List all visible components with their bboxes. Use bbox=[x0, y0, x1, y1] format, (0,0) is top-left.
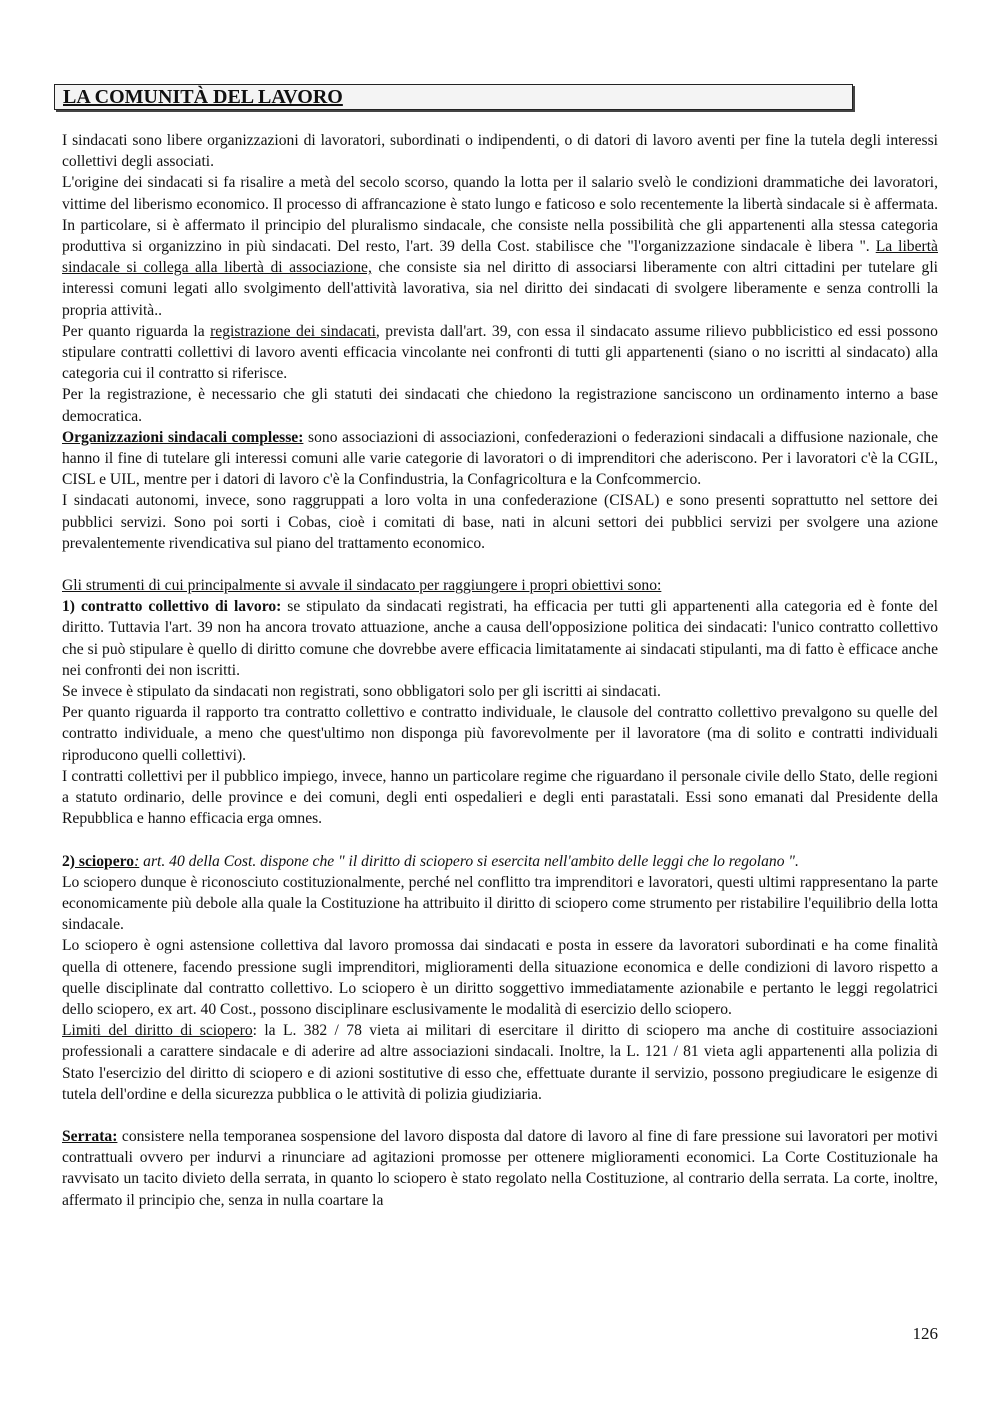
section-label: sciopero bbox=[75, 852, 135, 870]
paragraph-strike-heading: 2) sciopero: art. 40 della Cost. dispone che " il diritto di sciopero si esercita nell'ambito delle leggi che lo regolano ". bbox=[62, 852, 799, 870]
paragraph-strike-recognition: Lo sciopero dunque è riconosciuto costituzionalmente, perché nel conflitto tra imprenditori e lavoratori, questi ultimi rappresentano la parte economicamente più debole alla quale la Costituzione ha attribuito il diritto di sciopero come strumento per ristabilire l'equilibrio della lotta sindacale. bbox=[62, 873, 938, 934]
paragraph-lockout: Serrata: consistere nella temporanea sospensione del lavoro disposta dal datore di lavoro al fine di fare pressione sui lavoratori per motivi contrattuali ovvero per indurvi a rinunciare ad agitazioni promosse per ottenere miglioramenti economici. La Corte Costituzionale ha ravvisato un tacito divieto della serrata, in quanto lo sciopero è stato regolato nella Costituzione, al contrario della serrata. La corte, inoltre, affermato il principio che, senza in nulla coartare la bbox=[62, 1127, 938, 1209]
paragraph-public-employment: I contratti collettivi per il pubblico impiego, invece, hanno un particolare regime che riguardano il personale civile dello Stato, delle regioni a statuto ordinario, delle province e dei comuni, degli enti ospedalieri e degli enti parastatali. Essi sono emanati dal Presidente della Repubblica e hanno efficacia erga omnes. bbox=[62, 767, 938, 828]
paragraph-complex-organizations: Organizzazioni sindacali complesse: sono associazioni di associazioni, confederazioni o federazioni sindacali a diffusione nazionale, che hanno il fine di tutelare gli interessi comuni alle varie categorie di lavoratori o di imprenditori che aderiscono. Per i lavoratori c'è la CGIL, CISL e UIL, mentre per i datori di lavoro c'è la Confindustria, la Confagricoltura e la Confcommercio. bbox=[62, 428, 939, 489]
title-box bbox=[54, 84, 853, 110]
section-label: 1) contratto collettivo di lavoro: bbox=[62, 598, 282, 616]
underlined-phrase: registrazione dei sindacati bbox=[210, 322, 376, 340]
paragraph-instruments-intro: Gli strumenti di cui principalmente si avvale il sindacato per raggiungere i propri obiettivi sono: bbox=[62, 577, 662, 595]
paragraph-gap bbox=[62, 830, 938, 851]
section-label: Serrata: bbox=[62, 1127, 118, 1145]
paragraph-contract-relationship: Per quanto riguarda il rapporto tra contratto collettivo e contratto individuale, le clausole del contratto collettivo prevalgono su quelle del contratto individuale, a meno che quest'ultimo non disponga più favorevolmente per il lavoratore (ma di solito e contratti individuali riproducono quelli collettivi). bbox=[62, 704, 938, 764]
underlined-phrase: La libertà sindacale si collega alla libertà di associazione, bbox=[62, 238, 938, 277]
section-label: Organizzazioni sindacali complesse: bbox=[62, 428, 304, 446]
section-label: Limiti del diritto di sciopero bbox=[62, 1022, 253, 1040]
page-title: LA COMUNITÀ DEL LAVORO bbox=[63, 86, 343, 108]
paragraph-gap bbox=[62, 554, 938, 575]
paragraph-collective-contract: 1) contratto collettivo di lavoro: se stipulato da sindacati registrati, ha efficacia per tutti gli appartenenti alla categoria ed è fonte del diritto. Tuttavia l'art. 39 non ha ancora trovato attuazione, anche a causa dell'opposizione politica dei sindacati: l'unico contratto collettivo che si può stipulare è quello di diritto comune che dovrebbe avere efficacia limitatamente ai sindacati stipulanti, ma di fatto è efficace anche nei confronti dei non iscritti. bbox=[62, 598, 938, 679]
paragraph-definition: I sindacati sono libere organizzazioni di lavoratori, subordinati o indipendenti, o di datori di lavoro aventi per fine la tutela degli interessi collettivi degli associati. bbox=[62, 132, 938, 171]
page-number: 126 bbox=[912, 1324, 938, 1343]
paragraph-autonomous-unions: I sindacati autonomi, invece, sono raggruppati a loro volta in una confederazione (CISAL) e sono presenti soprattutto nel settore dei pubblici servizi. Sono poi sorti i Cobas, cioè i comitati di base, nati in alcuni settori dei pubblici servizi per svolgere una azione prevalentemente rivendicativa sul piano del trattamento economico. bbox=[62, 492, 938, 552]
paragraph-registration-requirements: Per la registrazione, è necessario che gli statuti dei sindacati che chiedono la registrazione sanciscono un ordinamento interno a base democratica. bbox=[62, 386, 938, 425]
paragraph-strike-limits: Limiti del diritto di sciopero: la L. 382 / 78 vieta ai militari di esercitare il diritto di sciopero ma anche di costituire associazioni professionali a carattere sindacale e di aderire ad altre associazioni sindacali. Inoltre, la L. 121 / 81 vieta agli appartenenti alla polizia di Stato l'esercizio del diritto di sciopero e di azioni sostitutive di esso che, effettuate durante il servizio, possono pregiudicare le esigenze di tutela dell'ordine e della sicurezza pubblica o le attività di polizia giudiziaria. bbox=[62, 1022, 939, 1103]
paragraph-origin: L'origine dei sindacati si fa risalire a metà del secolo scorso, quando la lotta per il salario svelò le condizioni drammatiche dei lavoratori, vittime del liberismo economico. Il processo di affrancazione è stato lungo e faticoso e solo recentemente la libertà sindacale si è affermata. In particolare, si è affermato il principio del pluralismo sindacale, che consiste nella possibilità che gli appartenenti alla stessa categoria produttiva si organizzino in più sindacati. Del resto, l'art. 39 della Cost. stabilisce che "l'organizzazione sindacale è libera ". La libertà sindacale si collega alla libertà di associazione, che consiste sia nel diritto di associarsi liberamente con altri cittadini per tutelare gli interessi comuni legati allo svolgimento dell'attività lavorativa, sia nel diritto dei sindacati di svolgere liberamente e senza controlli la propria attività.. bbox=[62, 174, 938, 319]
paragraph-gap bbox=[62, 1105, 938, 1126]
document-body bbox=[62, 130, 938, 1211]
paragraph-strike-definition: Lo sciopero è ogni astensione collettiva dal lavoro promossa dai sindacati e posta in essere da lavoratori subordinati e ha come finalità quella di ottenere, facendo pressione sugli imprenditori, miglioramenti della situazione economica e delle condizioni di lavoro rispetto a quelle disciplinate dal contratto collettivo. Lo sciopero è un diritto soggettivo immediatamente azionabile e pertanto le leggi regolatrici dello sciopero, ex art. 40 Cost., possono disciplinare esclusivamente le modalità di esercizio dello sciopero. bbox=[62, 937, 938, 1018]
paragraph-unregistered: Se invece è stipulato da sindacati non registrati, sono obbligatori solo per gli iscritti ai sindacati. bbox=[62, 683, 661, 701]
paragraph-registration: Per quanto riguarda la registrazione dei sindacati, prevista dall'art. 39, con essa il sindacato assume rilievo pubblicistico ed essi possono stipulare contratti collettivi di lavoro aventi efficacia vincolante nei confronti di tutti gli appartenenti (siano o no iscritti al sindacato) alla categoria cui il contratto si riferisce. bbox=[62, 322, 938, 383]
